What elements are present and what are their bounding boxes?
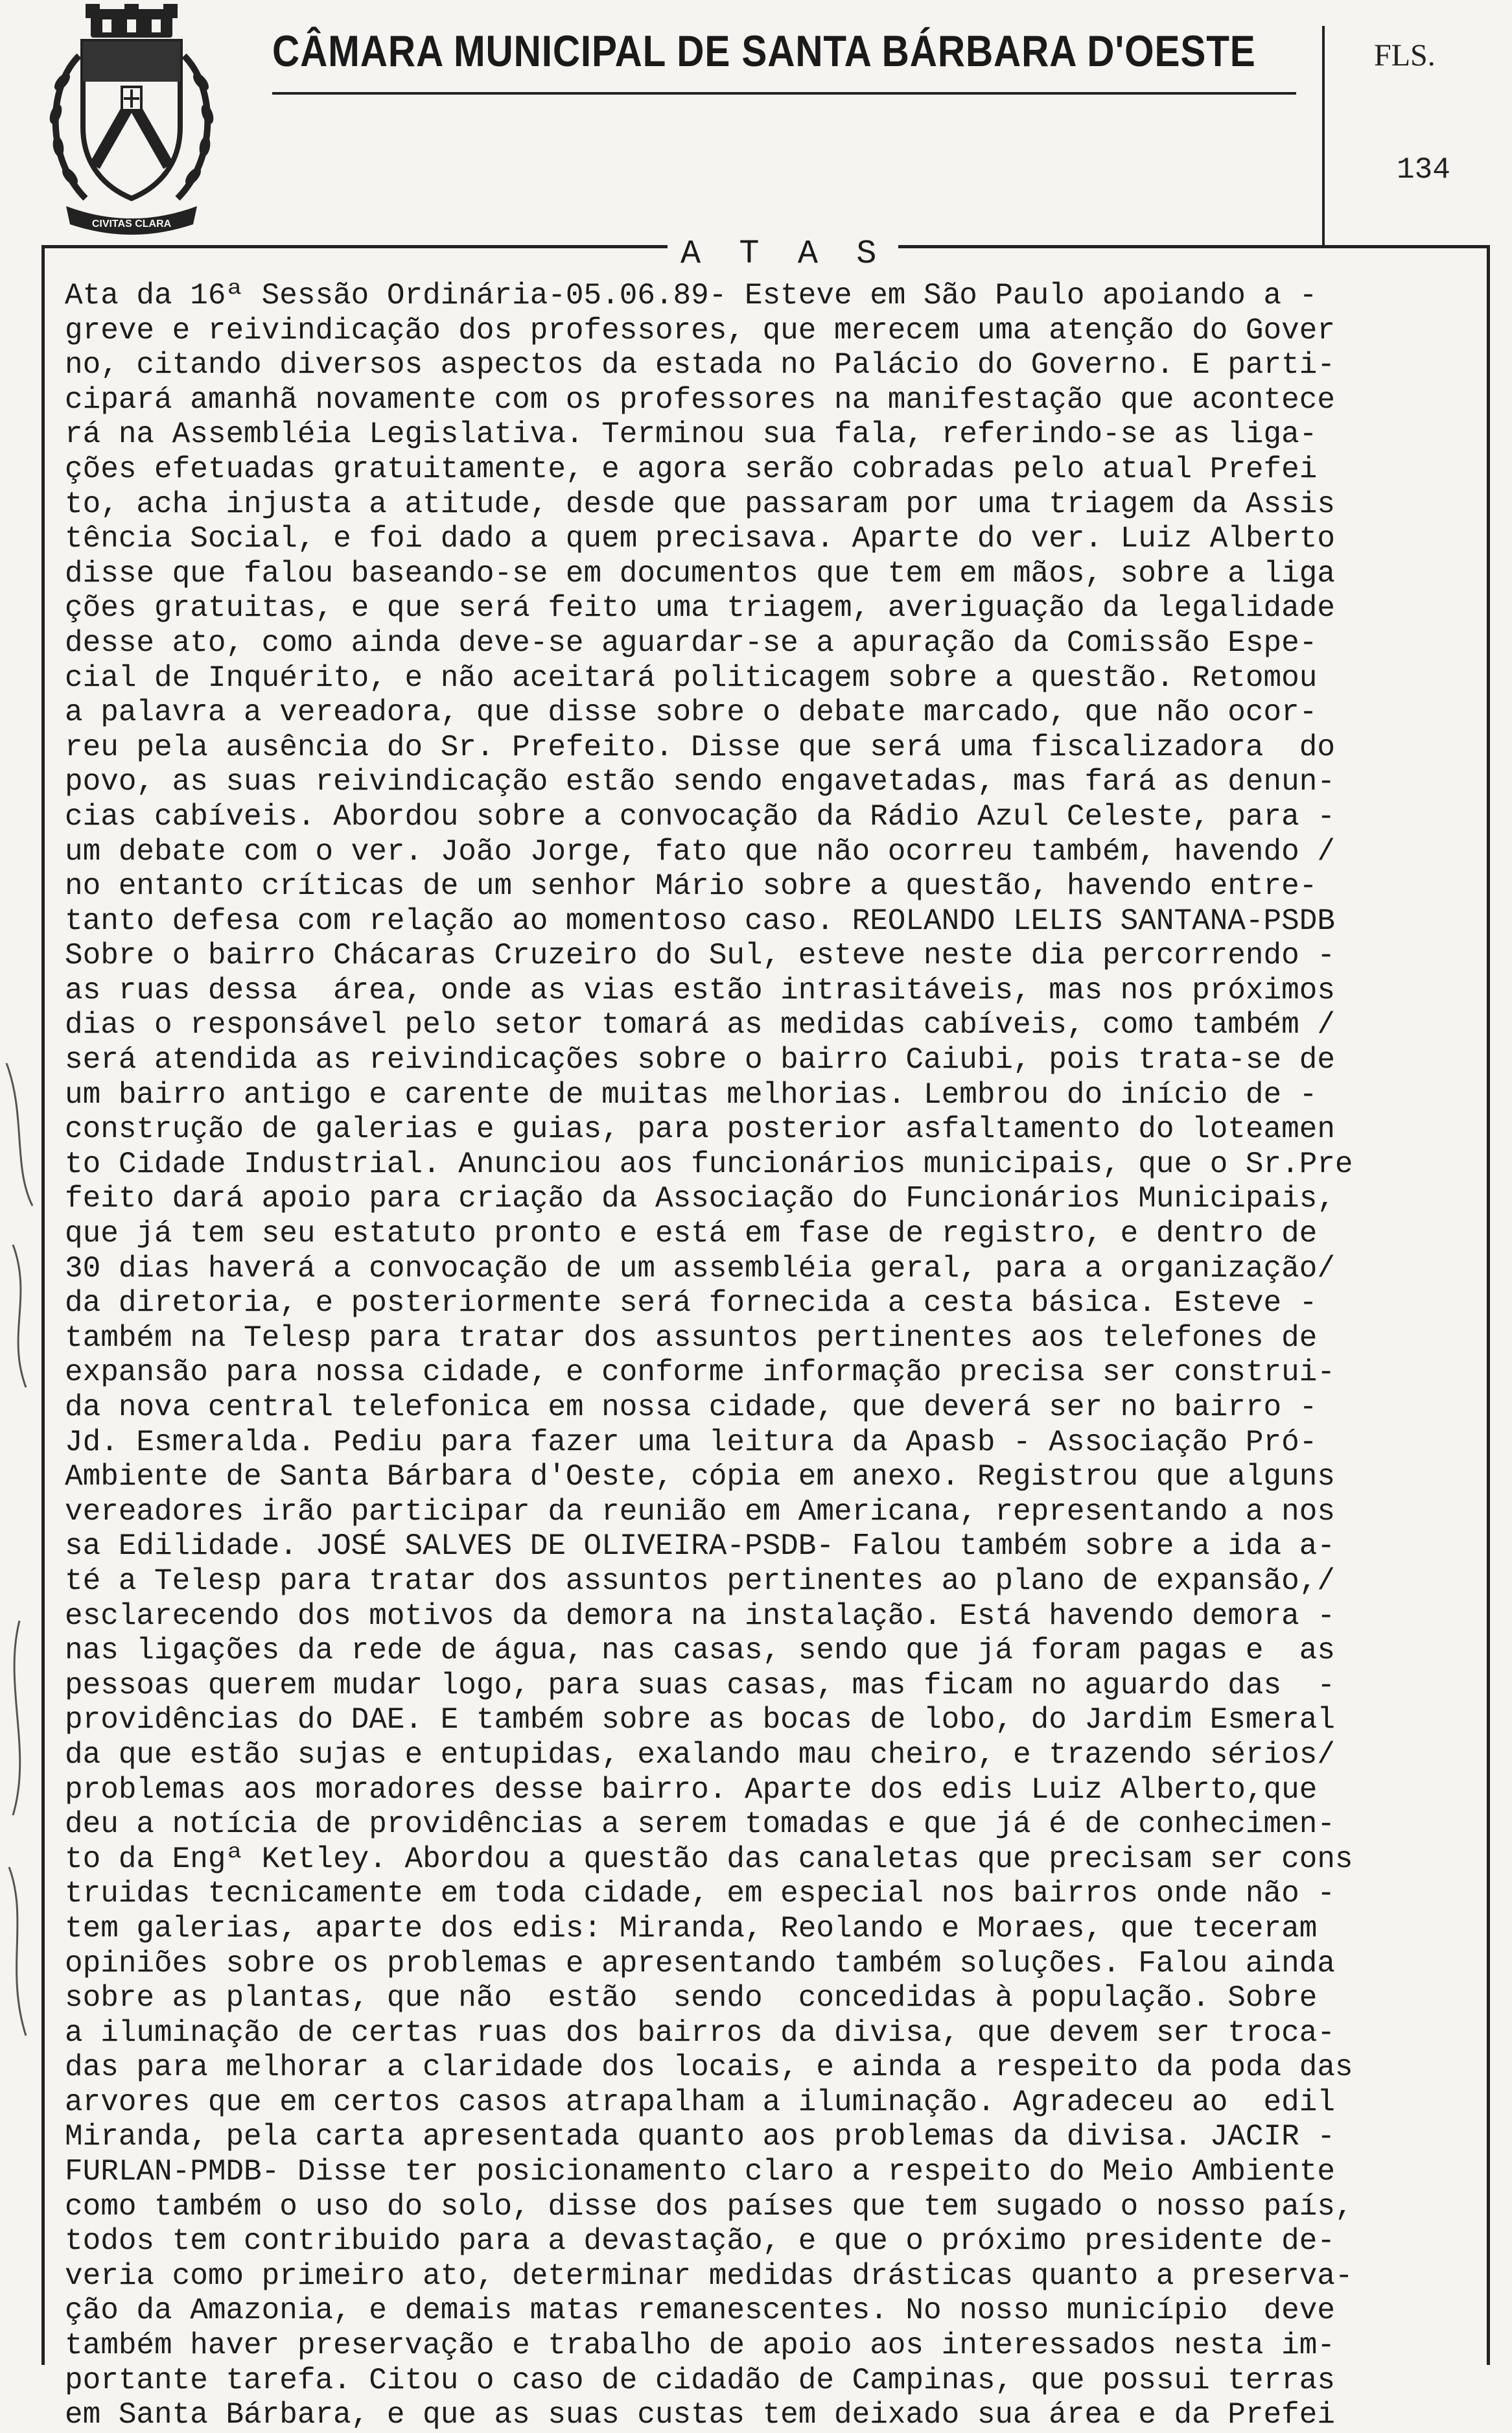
minutes-line: to da Engª Ketley. Abordou a questão das canaletas que precisam ser cons: [65, 1842, 1353, 1876]
minutes-line: cias cabíveis. Abordou sobre a convocação da Rádio Azul Celeste, para -: [65, 799, 1335, 834]
minutes-line: deu a notícia de providências a serem tomadas e que já é de conhecimen-: [65, 1807, 1335, 1842]
fls-label: FLS.: [1374, 38, 1436, 73]
minutes-line: tência Social, e foi dado a quem precisava. Aparte do ver. Luiz Alberto: [65, 522, 1335, 556]
minutes-line: vereadores irão participar da reunião em Americana, representando a nos: [65, 1494, 1335, 1529]
minutes-line: cial de Inquérito, e não aceitará politicagem sobre a questão. Retomou: [65, 661, 1318, 695]
minutes-line: to Cidade Industrial. Anunciou aos funcionários municipais, que o Sr.Pre: [65, 1147, 1353, 1181]
minutes-line: ção da Amazonia, e demais matas remanescentes. No nosso município deve: [65, 2294, 1335, 2328]
minutes-line: como também o uso do solo, disse dos países que tem sugado o nosso país,: [65, 2189, 1353, 2224]
minutes-line: greve e reivindicação dos professores, que merecem uma atenção do Gover: [65, 313, 1335, 347]
section-title: A T A S: [668, 235, 898, 274]
minutes-line: um bairro antigo e carente de muitas melhorias. Lembrou do início de -: [65, 1077, 1318, 1112]
minutes-line: construção de galerias e guias, para posterior asfaltamento do loteamen: [65, 1112, 1335, 1147]
page-number: 134: [1397, 153, 1450, 187]
minutes-line: Miranda, pela carta apresentada quanto aos problemas da divisa. JACIR -: [65, 2120, 1335, 2154]
minutes-line: portante tarefa. Citou o caso de cidadão de Campinas, que possui terras: [65, 2363, 1335, 2397]
minutes-line: da nova central telefonica em nossa cidade, que deverá ser no bairro -: [65, 1391, 1318, 1424]
minutes-line: cipará amanhã novamente com os professores na manifestação que acontece: [65, 382, 1335, 417]
header-divider: [1322, 26, 1325, 245]
minutes-line: ções efetuadas gratuitamente, e agora serão cobradas pelo atual Prefei: [65, 452, 1318, 486]
minutes-line: um debate com o ver. João Jorge, fato que não ocorreu também, havendo /: [65, 834, 1335, 869]
minutes-line: nas ligações da rede de água, nas casas, sendo que já foram pagas e as: [65, 1634, 1335, 1668]
minutes-line: to, acha injusta a atitude, desde que passaram por uma triagem da Assis: [65, 487, 1335, 521]
minutes-line: desse ato, como ainda deve-se aguardar-se a apuração da Comissão Espe-: [65, 626, 1318, 660]
minutes-line: FURLAN-PMDB- Disse ter posicionamento claro a respeito do Meio Ambiente: [65, 2155, 1335, 2189]
minutes-line: arvores que em certos casos atrapalham a iluminação. Agradeceu ao edil: [65, 2085, 1335, 2119]
minutes-line: será atendida as reivindicações sobre o bairro Caiubi, pois trata-se de: [65, 1043, 1335, 1077]
minutes-line: também na Telesp para tratar dos assuntos pertinentes aos telefones de: [65, 1321, 1318, 1355]
minutes-line: que já tem seu estatuto pronto e está em fase de registro, e dentro de: [65, 1217, 1318, 1251]
minutes-line: pessoas querem mudar logo, para suas casas, mas ficam no aguardo das -: [65, 1668, 1335, 1702]
minutes-line: dias o responsável pelo setor tomará as medidas cabíveis, como também /: [65, 1008, 1335, 1042]
minutes-line: da que estão sujas e entupidas, exalando mau cheiro, e trazendo sérios/: [65, 1737, 1335, 1772]
minutes-line: rá na Assembléia Legislativa. Terminou sua fala, referindo-se as liga-: [65, 417, 1318, 452]
minutes-line: também haver preservação e trabalho de apoio aos interessados nesta im-: [65, 2329, 1335, 2363]
minutes-body: [65, 279, 1478, 2433]
organization-name: CÂMARA MUNICIPAL DE SANTA BÁRBARA D'OESTE: [272, 27, 1256, 76]
minutes-line: problemas aos moradores desse bairro. Aparte dos edis Luiz Alberto,que: [65, 1772, 1318, 1807]
minutes-line: ções gratuitas, e que será feito uma triagem, averiguação da legalidade: [65, 591, 1335, 626]
margin-handwriting: [0, 1037, 39, 2075]
minutes-line: no, citando diversos aspectos da estada no Palácio do Governo. E parti-: [65, 348, 1335, 382]
minutes-line: Ata da 16ª Sessão Ordinária-05.06.89- Esteve em São Paulo apoiando a -: [65, 279, 1318, 312]
minutes-line: a iluminação de certas ruas dos bairros da divisa, que devem ser troca-: [65, 2016, 1335, 2050]
frame-left-border: [41, 245, 45, 2365]
minutes-line: esclarecendo dos motivos da demora na instalação. Está havendo demora -: [65, 1599, 1335, 1633]
minutes-line: opiniões sobre os problemas e apresentando também soluções. Falou ainda: [65, 1946, 1335, 1980]
minutes-line: todos tem contribuido para a devastação, e que o próximo presidente de-: [65, 2224, 1335, 2259]
minutes-line: sa Edilidade. JOSÉ SALVES DE OLIVEIRA-PSDB- Falou também sobre a ida a-: [65, 1529, 1335, 1564]
minutes-line: as ruas dessa área, onde as vias estão intrasitáveis, mas nos próximos: [65, 973, 1335, 1007]
minutes-line: 30 dias haverá a convocação de um assembléia geral, para a organização/: [65, 1251, 1335, 1286]
minutes-line: tanto defesa com relação ao momentoso caso. REOLANDO LELIS SANTANA-PSDB: [65, 904, 1335, 938]
minutes-line: truidas tecnicamente em toda cidade, em especial nos bairros onde não -: [65, 1877, 1335, 1911]
minutes-line: expansão para nossa cidade, e conforme informação precisa ser construi-: [65, 1356, 1335, 1390]
minutes-line: Ambiente de Santa Bárbara d'Oeste, cópia em anexo. Registrou que alguns: [65, 1460, 1335, 1494]
minutes-line: té a Telesp para tratar dos assuntos pertinentes ao plano de expansão,/: [65, 1564, 1335, 1598]
minutes-line: Jd. Esmeralda. Pediu para fazer uma leitura da Apasb - Associação Pró-: [65, 1425, 1318, 1459]
municipal-coat-of-arms-icon: [40, 4, 223, 237]
minutes-line: tem galerias, aparte dos edis: Miranda, Reolando e Moraes, que teceram: [65, 1911, 1318, 1945]
minutes-line: das para melhorar a claridade dos locais, e ainda a respeito da poda das: [65, 2051, 1353, 2085]
minutes-line: providências do DAE. E também sobre as bocas de lobo, do Jardim Esmeral: [65, 1703, 1335, 1737]
minutes-line: em Santa Bárbara, e que as suas custas tem deixado sua área e da Prefei: [65, 2398, 1335, 2432]
minutes-line: disse que falou baseando-se em documentos que tem em mãos, sobre a liga: [65, 556, 1335, 591]
minutes-line: a palavra a vereadora, que disse sobre o debate marcado, que não ocor-: [65, 696, 1318, 730]
minutes-line: reu pela ausência do Sr. Prefeito. Disse que será uma fiscalizadora do: [65, 730, 1335, 764]
minutes-line: no entanto críticas de um senhor Mário sobre a questão, havendo entre-: [65, 869, 1318, 904]
frame-right-border: [1487, 245, 1490, 2365]
minutes-line: feito dará apoio para criação da Associação do Funcionários Municipais,: [65, 1182, 1335, 1216]
header-rule: [272, 92, 1296, 95]
minutes-line: da diretoria, e posteriormente será fornecida a cesta básica. Esteve -: [65, 1286, 1318, 1321]
minutes-line: Sobre o bairro Chácaras Cruzeiro do Sul, esteve neste dia percorrendo -: [65, 939, 1335, 973]
crest-motto: CIVITAS CLARA: [91, 218, 172, 229]
minutes-line: sobre as plantas, que não estão sendo concedidas à população. Sobre: [65, 1981, 1318, 2016]
minutes-line: veria como primeiro ato, determinar medidas drásticas quanto a preserva-: [65, 2259, 1353, 2293]
minutes-line: povo, as suas reivindicação estão sendo engavetadas, mas fará as denun-: [65, 765, 1335, 799]
